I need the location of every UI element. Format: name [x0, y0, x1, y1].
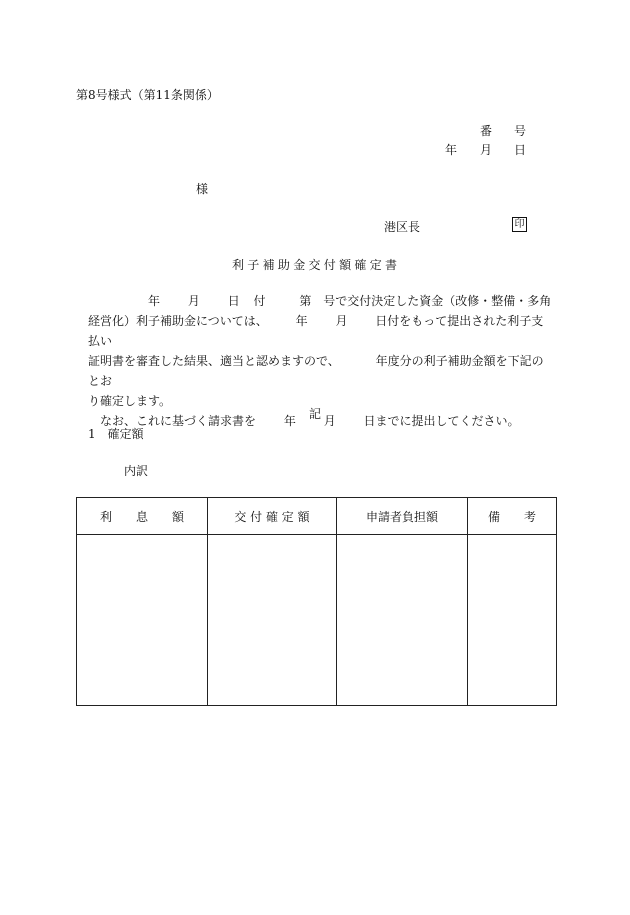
body-line-3: 証明書を審査した結果、適当と認めますので、 年度分の利子補助金額を下記のとお — [88, 354, 544, 388]
table-row — [77, 535, 557, 706]
cell-remarks[interactable] — [468, 535, 557, 706]
body-line-2: 経営化）利子補助金については、 年 月 日付をもって提出された利子支払い — [88, 314, 544, 348]
addressee-suffix: 様 — [196, 182, 209, 196]
body-day: 日 — [227, 294, 240, 308]
col-applicant-burden: 申請者負担額 — [337, 498, 468, 535]
col-remarks: 備 考 — [468, 498, 557, 535]
form-number: 第8号様式（第11条関係） — [76, 88, 219, 102]
body-tsuke: 付 — [253, 294, 266, 308]
body-line-5: なお、これに基づく請求書を 年 月 日までに提出してください。 — [100, 414, 520, 428]
table-header-row — [77, 498, 557, 535]
breakdown-label: 内訳 — [124, 464, 149, 478]
item-1-heading: 1 確定額 — [88, 427, 144, 441]
ki-heading: 記 — [309, 407, 322, 421]
body-year: 年 — [148, 294, 161, 308]
number-label-go: 号 — [514, 124, 527, 138]
body-line-4: り確定します。 — [88, 394, 172, 408]
issuer-name: 港区長 — [384, 220, 421, 234]
cell-applicant-burden[interactable] — [337, 535, 468, 706]
col-interest-amount: 利 息 額 — [77, 498, 208, 535]
date-month-label: 月 — [480, 143, 493, 157]
body-month: 月 — [187, 294, 200, 308]
body-line1-rest: 号で交付決定した資金（改修・整備・多角 — [323, 294, 552, 308]
body-line-1 — [88, 291, 553, 311]
amount-table — [76, 497, 557, 706]
date-year-label: 年 — [445, 143, 458, 157]
seal-stamp: 印 — [512, 217, 527, 232]
body-dai: 第 — [299, 294, 312, 308]
document-title: 利子補助金交付額確定書 — [232, 258, 401, 272]
number-label-ban: 番 — [480, 124, 493, 138]
cell-interest-amount[interactable] — [77, 535, 208, 706]
date-day-label: 日 — [514, 143, 527, 157]
col-confirmed-amount: 交 付 確 定 額 — [208, 498, 337, 535]
cell-confirmed-amount[interactable] — [208, 535, 337, 706]
